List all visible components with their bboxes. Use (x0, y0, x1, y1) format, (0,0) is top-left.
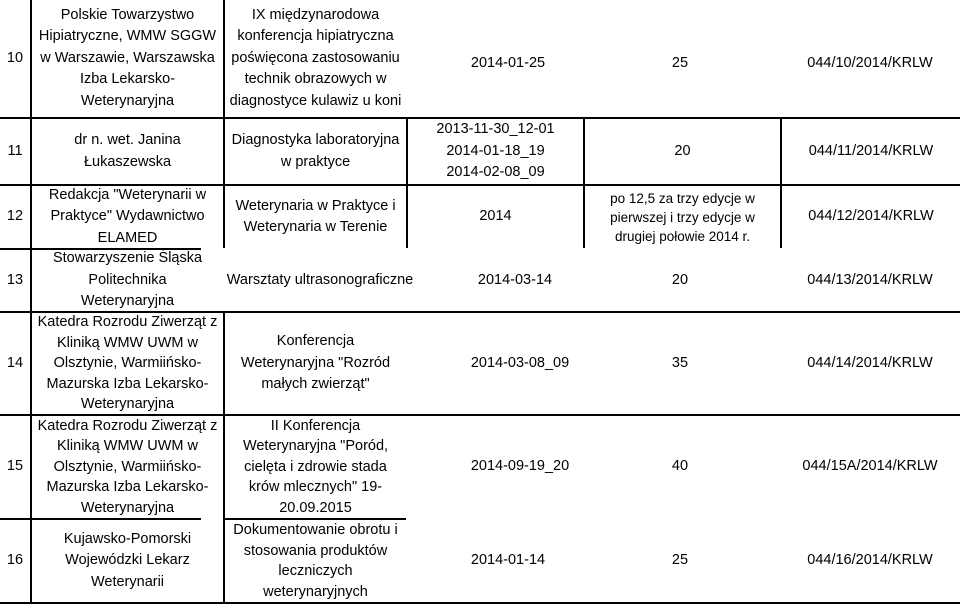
points-cell: 25 (671, 54, 689, 71)
code-cell: 044/12/2014/KRLW (808, 208, 934, 225)
code-cell: 044/16/2014/KRLW (807, 552, 933, 569)
event-title-cell: Diagnostyka laboratoryjna w praktyce (231, 132, 400, 170)
date-cell: 2014 (479, 208, 512, 225)
event-title-cell: II Konferencja Weterynaryjna "Poród, cielęta i zdrowie stada krów mlecznych" 19- 20.09.2015 (242, 417, 389, 516)
code-cell: 044/13/2014/KRLW (807, 271, 933, 288)
points-cell: po 12,5 za trzy edycje w pierwszej i trzy edycje w drugiej połowie 2014 r. (610, 190, 755, 244)
date-cell: 2014-01-25 (470, 54, 546, 71)
event-title-cell: Weterynaria w Praktyce i Weterynaria w Terenie (235, 197, 396, 235)
row-number: 16 (6, 552, 24, 569)
code-cell: 044/10/2014/KRLW (807, 54, 933, 71)
date-cell: 2014-09-19_20 (470, 458, 570, 475)
points-cell: 40 (671, 458, 689, 475)
event-title-cell: Warsztaty ultrasonograficzne (226, 271, 414, 288)
row-number: 14 (6, 354, 24, 371)
organizer-cell: Katedra Rozrodu Ziwerząt z Kliniką WMW UWM w Olsztynie, Warmiińsko- Mazurska Izba Lekarsko- Weterynaryjna (37, 314, 218, 413)
event-title-cell: Konferencja Weterynaryjna "Rozród małych zwierząt" (240, 333, 391, 393)
event-title-cell: Dokumentowanie obrotu i stosowania produktów leczniczych weterynaryjnych (233, 522, 398, 600)
organizer-cell: Polskie Towarzystwo Hipiatryczne, WMW SGGW w Warszawie, Warszawska Izba Lekarsko- Weterynaryjna (38, 6, 217, 109)
organizer-cell: Redakcja "Weterynarii w Praktyce" Wydawnictwo ELAMED (48, 186, 207, 246)
organizer-cell: Kujawsko-Pomorski Wojewódzki Lekarz Weterynarii (63, 530, 192, 590)
row-number: 15 (6, 458, 24, 475)
date-cell: 2014-01-14 (470, 552, 546, 569)
date-cell: 2013-11-30_12-01 2014-01-18_19 2014-02-08_09 (436, 121, 555, 181)
date-cell: 2014-03-14 (477, 271, 553, 288)
row-number: 10 (6, 49, 24, 66)
points-cell: 20 (671, 271, 689, 288)
row-number: 13 (6, 271, 24, 288)
code-cell: 044/11/2014/KRLW (808, 142, 934, 159)
organizer-cell: Stowarzyszenie Śląska Politechnika Weterynaryjna (52, 250, 203, 310)
points-cell: 20 (674, 142, 691, 159)
points-cell: 35 (671, 354, 689, 371)
row-number: 11 (7, 142, 23, 159)
row-number: 12 (6, 208, 24, 225)
code-cell: 044/14/2014/KRLW (807, 354, 933, 371)
date-cell: 2014-03-08_09 (470, 354, 570, 371)
event-title-cell: IX międzynarodowa konferencja hipiatryczna poświęcona zastosowaniu technik obrazowych w diagnostyce kulawiz u koni (229, 6, 402, 109)
organizer-cell: dr n. wet. Janina Łukaszewska (74, 132, 181, 170)
points-cell: 25 (671, 552, 689, 569)
code-cell: 044/15A/2014/KRLW (802, 458, 938, 475)
organizer-cell: Katedra Rozrodu Ziwerząt z Kliniką WMW UWM w Olsztynie, Warmiińsko- Mazurska Izba Lekarsko- Weterynaryjna (37, 417, 218, 516)
